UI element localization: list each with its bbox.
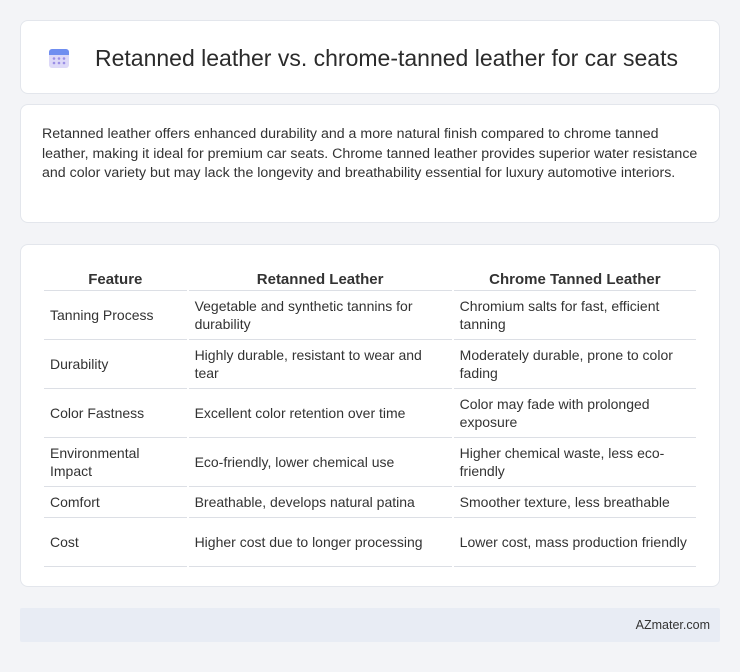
feature-cell: Durability xyxy=(44,340,187,389)
chrome-cell: Moderately durable, prone to color fading xyxy=(454,340,696,389)
chrome-cell: Color may fade with prolonged exposure xyxy=(454,389,696,438)
footer-brand: AZmater.com xyxy=(635,618,710,632)
table-row xyxy=(44,340,696,389)
retanned-cell: Vegetable and synthetic tannins for durability xyxy=(189,291,452,340)
comparison-table xyxy=(42,265,698,567)
comparison-card xyxy=(20,244,720,587)
summary-card xyxy=(20,104,720,223)
feature-cell: Color Fastness xyxy=(44,389,187,438)
header-retanned: Retanned Leather xyxy=(189,265,452,291)
title-card xyxy=(20,20,720,94)
chrome-cell: Higher chemical waste, less eco-friendly xyxy=(454,438,696,487)
footer xyxy=(20,608,720,642)
feature-cell: Comfort xyxy=(44,487,187,518)
table-row xyxy=(44,487,696,518)
table-row xyxy=(44,518,696,567)
header-chrome: Chrome Tanned Leather xyxy=(454,265,696,291)
chrome-cell: Lower cost, mass production friendly xyxy=(454,518,696,567)
page-title: Retanned leather vs. chrome-tanned leather for car seats xyxy=(95,45,678,71)
retanned-cell: Breathable, develops natural patina xyxy=(189,487,452,518)
table-row xyxy=(44,438,696,487)
feature-cell: Tanning Process xyxy=(44,291,187,340)
retanned-cell: Higher cost due to longer processing xyxy=(189,518,452,567)
retanned-cell: Eco-friendly, lower chemical use xyxy=(189,438,452,487)
calendar-icon xyxy=(47,46,71,70)
chrome-cell: Smoother texture, less breathable xyxy=(454,487,696,518)
header-feature: Feature xyxy=(44,265,187,291)
table-row xyxy=(44,389,696,438)
retanned-cell: Highly durable, resistant to wear and tear xyxy=(189,340,452,389)
table-row xyxy=(44,291,696,340)
feature-cell: Environmental Impact xyxy=(44,438,187,487)
table-header-row xyxy=(44,265,696,291)
feature-cell: Cost xyxy=(44,518,187,567)
chrome-cell: Chromium salts for fast, efficient tanning xyxy=(454,291,696,340)
retanned-cell: Excellent color retention over time xyxy=(189,389,452,438)
summary-text: Retanned leather offers enhanced durability and a more natural finish compared to chrome tanned leather, making it ideal for premium car seats. Chrome tanned leather provides superior water resistance and color variety but may lack the longevity and breathability essential for luxury automotive interiors. xyxy=(42,126,698,181)
